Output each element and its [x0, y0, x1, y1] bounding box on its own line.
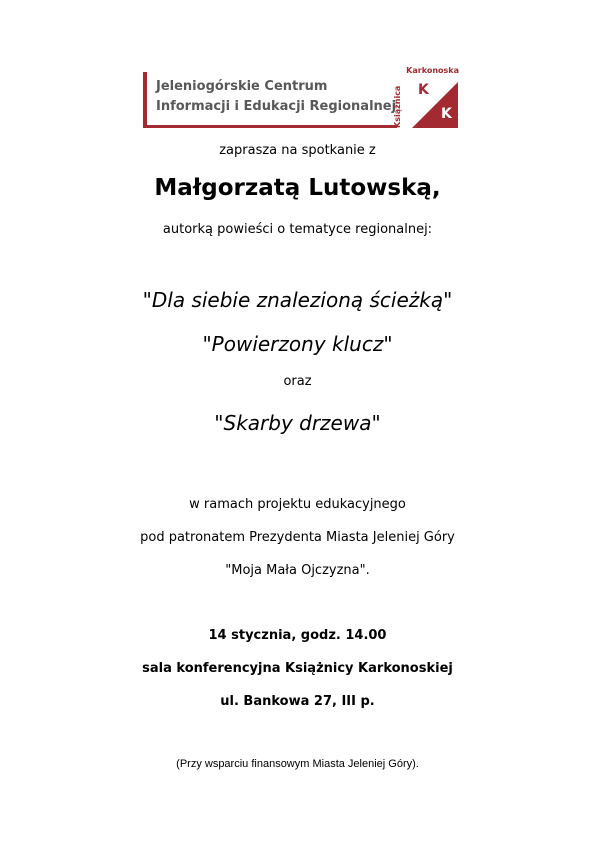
event-date: 14 stycznia, godz. 14.00	[208, 628, 387, 643]
project-line-1: w ramach projektu edukacyjnego	[189, 497, 406, 512]
header-underline	[143, 125, 397, 128]
author-name: Małgorzatą Lutowską,	[154, 175, 441, 201]
support-note: (Przy wsparciu finansowym Miasta Jeleniej Góry).	[176, 758, 419, 770]
organization-name-line1: Jeleniogórskie Centrum	[156, 79, 328, 94]
author-description: autorką powieści o tematyce regionalnej:	[162, 222, 433, 237]
conjunction-text: oraz	[283, 374, 312, 389]
book-title-3: "Skarby drzewa"	[214, 411, 381, 435]
organization-name-line2: Informacji i Edukacji Regionalnej	[156, 99, 397, 114]
book-title-1: "Dla siebie znalezioną ścieżką"	[142, 288, 453, 312]
logo-letter-k1: K	[418, 82, 429, 98]
logo-letter-k2: K	[441, 106, 452, 122]
project-line-2: pod patronatem Prezydenta Miasta Jeleniej Góry	[140, 530, 455, 545]
logo-side-label: Książnica	[393, 85, 402, 128]
event-venue: sala konferencyjna Książnicy Karkonoskiej	[142, 661, 453, 676]
book-title-2: "Powierzony klucz"	[202, 332, 393, 356]
library-logo	[393, 66, 462, 128]
invite-text: zaprasza na spotkanie z	[219, 143, 376, 158]
project-line-3: "Moja Mała Ojczyzna".	[225, 563, 370, 578]
header-accent-bar	[143, 72, 147, 128]
logo-top-label: Karkonoska	[406, 66, 459, 75]
event-address: ul. Bankowa 27, III p.	[220, 694, 375, 709]
